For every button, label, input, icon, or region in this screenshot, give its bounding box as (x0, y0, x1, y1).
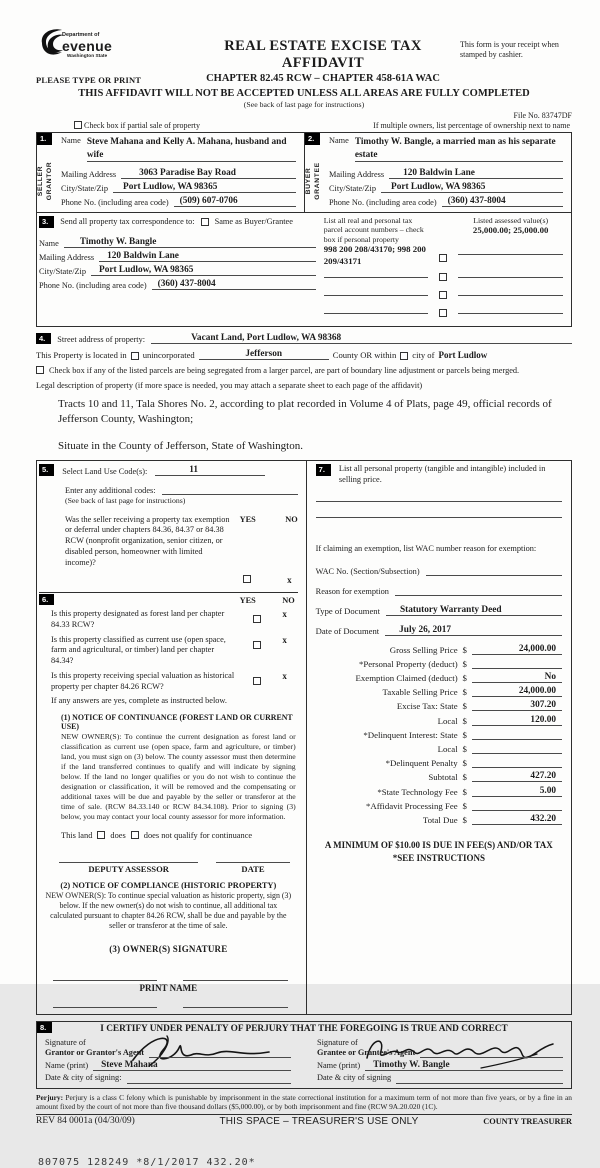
assessed-values-header: Listed assessed value(s) (473, 216, 549, 226)
city-checkbox[interactable] (400, 352, 408, 360)
dollar-sign: $ (462, 644, 467, 655)
excise-state-field[interactable]: 307.20 (472, 700, 562, 711)
personal-property-checkbox-2[interactable] (439, 273, 447, 281)
historical-question-row (51, 671, 298, 693)
fee-row-processing (316, 800, 562, 811)
subtotal-field[interactable]: 427.20 (472, 771, 562, 782)
seller-name-field[interactable]: Steve Mahana and Kelly A. Mahana, husband and wife (87, 136, 296, 162)
dollar-sign: $ (462, 701, 467, 712)
processing-fee-field[interactable] (472, 800, 562, 811)
section-6-badge: 6. (39, 594, 54, 606)
grantor-signature-block (45, 1038, 291, 1084)
perjury-text: Perjury is a class C felony which is punishable by imprisonment in the state correctional institution for a maximum term of not more than five years, or by a fine in an amount fixed by the court of not more than five thousand dollars ($5,000.00), or by both imprisonment and fine (RCW 9A.20.020 (1C). (36, 1092, 572, 1112)
land-use-box (36, 460, 572, 1014)
county-treasurer-label: COUNTY TREASURER (483, 1116, 572, 1126)
fee-row-taxable (316, 686, 562, 697)
logo-dept-text: Department of (62, 32, 100, 38)
grantor-name-field[interactable]: Steve Mahana (93, 1060, 291, 1071)
fee-row-excise-local (316, 715, 562, 726)
fee-row-exemption (316, 672, 562, 683)
dollar-sign: $ (462, 715, 467, 726)
parcel-numbers-header: List all real and personal tax parcel account numbers – check box if personal property (323, 216, 424, 244)
notice-continuance-body: NEW OWNER(S): To continue the current designation as forest land or classification as current use (open space, farm and agriculture, or timber) land, you must sign on (3) below. The county assessor must then determine if the land transferred continues to qualify and will indicate by signing below. If the land no longer qualifies or you do not wish to continue the designation or classification, it will be removed and the compensating or additional taxes will be due and payable by the seller or transferor at the time of sale. (RCW 84.33.140 or RCW 84.34.108). Prior to signing (3) below, you may contact your local county assessor for more information. (61, 731, 296, 821)
seller-phone-label: Phone No. (including area code) (61, 198, 169, 208)
assessed-blank-2[interactable] (458, 267, 563, 278)
seller-section (37, 133, 304, 212)
notice-compliance-title: (2) NOTICE OF COMPLIANCE (HISTORIC PROPERTY) (60, 880, 277, 890)
footer-row (36, 1116, 572, 1127)
yes-header-5: YES (239, 514, 256, 524)
seller-name-label: Name (61, 136, 81, 145)
parties-box (36, 132, 572, 213)
yes-header-6: YES (239, 596, 256, 606)
personal-property-checkbox-4[interactable] (439, 309, 447, 317)
buyer-name-field[interactable]: Timothy W. Bangle, a married man as his separate estate (355, 136, 563, 162)
buyer-mailing-label: Mailing Address (329, 170, 385, 180)
no-header-6: NO (282, 596, 295, 606)
seller-city-field[interactable]: Port Ludlow, WA 98365 (113, 182, 296, 193)
personal-deduct-label: *Personal Property (deduct) (358, 658, 458, 669)
buyer-mailing-field[interactable]: 120 Baldwin Lane (389, 168, 563, 179)
form-subtitle: CHAPTER 82.45 RCW – CHAPTER 458-61A WAC (206, 73, 440, 84)
fee-row-total (316, 814, 562, 825)
deputy-assessor-signature-line[interactable] (59, 862, 198, 863)
buyer-city-label: City/State/Zip (329, 184, 377, 194)
seller-mailing-label: Mailing Address (61, 170, 117, 180)
corr-name-label: Name (39, 238, 59, 248)
logo-state-text: Washington State (66, 54, 108, 59)
historical-no-answer[interactable]: x (282, 670, 287, 681)
owner-signature-line-2[interactable] (183, 980, 287, 981)
segregated-label: Check box if any of the listed parcels are being segregated from a larger parcel, are part of boundary line adjustment or parcels being merged. (49, 366, 520, 376)
deputy-date-line[interactable] (216, 862, 289, 863)
does-not-qualify-checkbox[interactable] (131, 831, 139, 839)
excise-local-field[interactable]: 120.00 (472, 715, 562, 726)
grantee-side-label: GRANTEE (313, 161, 321, 200)
assessed-blank-1[interactable] (458, 244, 563, 255)
wac-number-field[interactable] (426, 575, 562, 576)
receipt-note: This form is your receipt when stamped by cashier. (460, 40, 559, 59)
deputy-assessor-label: DEPUTY ASSESSOR (88, 863, 169, 874)
section-5-badge: 5. (39, 464, 54, 476)
assessed-blank-3[interactable] (458, 285, 563, 296)
header (36, 24, 572, 85)
exemption-claimed-field[interactable]: No (472, 672, 562, 683)
owner-printname-line-1[interactable] (53, 1007, 157, 1008)
fee-row-tech (316, 786, 562, 797)
exemption-no-answer[interactable]: x (287, 574, 292, 585)
treasurer-space-label: THIS SPACE – TREASURER'S USE ONLY (219, 1115, 419, 1127)
does-qualify-checkbox[interactable] (97, 831, 105, 839)
completion-notice: THIS AFFIDAVIT WILL NOT BE ACCEPTED UNLESS ALL AREAS ARE FULLY COMPLETED (78, 88, 530, 99)
assessed-values-field[interactable]: 25,000.00; 25,000.00 (472, 225, 549, 236)
delinq-penalty-label: *Delinquent Penalty (385, 758, 458, 769)
buyer-phone-field[interactable]: (360) 437-8004 (442, 196, 563, 207)
tech-fee-label: *State Technology Fee (377, 786, 458, 797)
grantor-date-city-label: Date & city of signing: (45, 1073, 122, 1083)
section-4-badge: 4. (36, 333, 51, 345)
current-use-question: Is this property classified as current use (open space, farm and agricultural, or timber) land per chapter 84.34? (51, 634, 226, 666)
additional-codes-label: Enter any additional codes: (65, 485, 156, 495)
owner-signature-line-1[interactable] (53, 980, 157, 981)
forest-yes-checkbox[interactable] (253, 615, 261, 623)
corr-phone-label: Phone No. (including area code) (39, 280, 147, 290)
total-due-label: Total Due (422, 814, 458, 825)
legal-description-label: Legal description of property (if more space is needed, you may attach a separate sheet to each page of the affidavit) (36, 381, 423, 391)
grantor-date-city-field[interactable] (127, 1083, 291, 1084)
fee-row-personal (316, 658, 562, 669)
dollar-sign: $ (462, 800, 467, 811)
grantee-date-city-label: Date & city of signing (317, 1073, 392, 1083)
current-use-yes-checkbox[interactable] (253, 641, 261, 649)
this-land-label: This land (61, 830, 93, 840)
corr-city-label: City/State/Zip (39, 266, 87, 276)
grantee-agent-label: Grantee or Grantee's Agent (317, 1047, 416, 1057)
forest-land-question-row (51, 609, 298, 631)
claim-exemption-note: If claiming an exemption, list WAC number reason for exemption: (315, 543, 537, 553)
perjury-note (36, 1093, 572, 1115)
city-of-label: city of (412, 350, 435, 361)
notice-continuance-title: (1) NOTICE OF CONTINUANCE (FOREST LAND OR CURRENT USE) (61, 712, 293, 731)
fee-row-penalty (316, 757, 562, 768)
grantee-name-print-label: Name (print) (317, 1060, 361, 1070)
section-7-column (307, 461, 571, 1013)
does-label: does (110, 830, 126, 840)
corr-mailing-field[interactable]: 120 Baldwin Lane (99, 251, 316, 262)
seller-phone-field[interactable]: (509) 607-0706 (174, 196, 296, 207)
historical-yes-checkbox[interactable] (253, 677, 261, 685)
dollar-sign: $ (462, 744, 467, 755)
personal-property-checkbox-3[interactable] (439, 291, 447, 299)
section-2-badge: 2. (305, 133, 320, 145)
taxable-price-label: Taxable Selling Price (382, 687, 458, 698)
grantor-side-label: GRANTOR (45, 161, 53, 200)
parcel-blank-3[interactable] (324, 285, 429, 296)
corr-phone-field[interactable]: (360) 437-8004 (152, 279, 316, 290)
corr-name-field[interactable]: Timothy W. Bangle (64, 237, 316, 248)
section-1-badge: 1. (37, 133, 52, 145)
grantee-name-field[interactable]: Timothy W. Bangle (365, 1060, 563, 1071)
cashier-stamp: 807075 128249 *8/1/2017 432.20* (38, 1156, 256, 1168)
sections-5-6-column (37, 461, 307, 1013)
section-3-badge: 3. (39, 216, 54, 228)
sig-of-label-2: Signature of (317, 1037, 358, 1047)
doc-type-label: Type of Document (315, 605, 380, 616)
buyer-name-label: Name (329, 136, 349, 145)
fee-row-gross (316, 644, 562, 655)
current-use-no-answer[interactable]: x (282, 634, 287, 645)
personal-deduct-field[interactable] (472, 658, 562, 669)
grantor-signature-line[interactable] (149, 1057, 291, 1058)
corr-mailing-label: Mailing Address (39, 252, 95, 262)
personal-property-blank-1[interactable] (316, 486, 562, 502)
delinq-penalty-field[interactable] (472, 757, 562, 768)
exemption-question: Was the seller receiving a property tax exemption or deferral under chapters 84.36, 84.37 or 84.38 RCW (nonprofit organization, senior citizen, or disabled person, homeowner with limited income)? (65, 514, 230, 567)
forest-land-question: Is this property designated as forest land per chapter 84.33 RCW? (51, 609, 225, 629)
owner-printname-line-2[interactable] (183, 1007, 287, 1008)
county-field[interactable]: Jefferson (199, 349, 329, 360)
dollar-sign: $ (462, 658, 467, 669)
corr-city-field[interactable]: Port Ludlow, WA 98365 (91, 265, 316, 276)
personal-property-blank-2[interactable] (316, 502, 562, 518)
dollar-sign: $ (462, 673, 467, 684)
does-not-label: does not qualify for continuance (143, 830, 253, 840)
assessed-blank-4[interactable] (458, 303, 563, 314)
unincorporated-checkbox[interactable] (131, 352, 139, 360)
send-correspondence-label: Send all property tax correspondence to: (60, 217, 195, 227)
buyer-side-label: BUYER (304, 167, 312, 194)
personal-property-checkbox-1[interactable] (439, 254, 447, 262)
dor-logo (36, 24, 186, 65)
historical-question: Is this property receiving special valuation as historical property per chapter 84.26 RCW? (51, 670, 235, 691)
fee-row-excise-state (316, 700, 562, 711)
grantor-name-print-label: Name (print) (45, 1060, 89, 1070)
total-due-field[interactable]: 432.20 (472, 814, 562, 825)
legal-situate-text[interactable]: Situate in the County of Jefferson, State of Washington. (58, 440, 303, 453)
notice-compliance-body: NEW OWNER(S): To continue special valuation as historic property, sign (3) below. If the new owner(s) do not wish to continue, all additional tax calculated pursuant to chapter 84.26 RCW, shall be due and payable by the seller or transferor at the time of sale. (45, 890, 292, 931)
delinq-interest-state-field[interactable] (472, 729, 562, 740)
taxable-price-field[interactable]: 24,000.00 (472, 686, 562, 697)
buyer-phone-label: Phone No. (including area code) (329, 198, 437, 208)
grantor-agent-label: Grantor or Grantor's Agent (45, 1047, 145, 1057)
gross-price-field[interactable]: 24,000.00 (472, 644, 562, 655)
exemption-claimed-label: Exemption Claimed (deduct) (355, 673, 458, 684)
property-address-section (36, 333, 572, 452)
parcel-blank-4[interactable] (324, 303, 429, 314)
seller-city-label: City/State/Zip (61, 184, 109, 194)
certify-statement: I CERTIFY UNDER PENALTY OF PERJURY THAT THE FOREGOING IS TRUE AND CORRECT (100, 1023, 508, 1034)
instructions-note: (See back of last page for instructions) (243, 100, 365, 109)
fee-row-delinq-local (316, 743, 562, 754)
form-title: REAL ESTATE EXCISE TAX AFFIDAVIT (224, 38, 422, 71)
grantee-signature-line[interactable] (420, 1057, 563, 1058)
partial-sale-label: Check box if partial sale of property (84, 121, 200, 130)
dollar-sign: $ (462, 772, 467, 783)
no-header-5: NO (285, 514, 298, 524)
forest-no-answer[interactable]: x (282, 609, 287, 620)
please-type-note: PLEASE TYPE OR PRINT (36, 75, 142, 85)
tax-correspondence-box (36, 213, 572, 327)
exemption-yes-checkbox[interactable] (243, 575, 251, 583)
buyer-section (304, 133, 571, 212)
additional-codes-field[interactable] (162, 494, 298, 495)
partial-sale-checkbox[interactable] (74, 121, 82, 129)
parcel-numbers-field[interactable]: 998 200 208/43170; 998 200 209/43171 (323, 244, 426, 266)
same-as-buyer-label: Same as Buyer/Grantee (214, 217, 293, 227)
minimum-fee-note: A MINIMUM OF $10.00 IS DUE IN FEE(S) AND/OR TAX (324, 839, 553, 850)
wac-number-label: WAC No. (Section/Subsection) (315, 566, 420, 576)
see-back-note: (See back of last page for instructions) (65, 495, 186, 505)
excise-state-label: Excise Tax: State (396, 701, 458, 712)
dollar-sign: $ (462, 687, 467, 698)
reason-exemption-label: Reason for exemption (315, 586, 389, 596)
current-use-question-row (51, 635, 298, 667)
section-7-badge: 7. (316, 464, 331, 476)
dollar-sign: $ (462, 814, 467, 825)
delinq-interest-local-field[interactable] (472, 743, 562, 754)
dollar-sign: $ (462, 786, 467, 797)
legal-description-text[interactable]: Tracts 10 and 11, Tala Shores No. 2, according to plat recorded in Volume 4 of Plats, page 49, official records of Jefferson County, Washington; (58, 398, 552, 426)
located-in-label: This Property is located in (36, 350, 127, 361)
grantee-signature-block (317, 1038, 563, 1084)
print-name-label: PRINT NAME (139, 982, 198, 993)
seller-side-label: SELLER (36, 165, 44, 196)
parcel-blank-2[interactable] (324, 267, 429, 278)
dollar-sign: $ (462, 729, 467, 740)
deputy-date-label: DATE (241, 863, 265, 874)
segregated-checkbox[interactable] (36, 366, 44, 374)
land-use-label: Select Land Use Code(s): (62, 466, 148, 476)
reason-exemption-field[interactable] (395, 595, 562, 596)
gross-price-label: Gross Selling Price (389, 644, 458, 655)
street-address-label: Street address of property: (57, 335, 146, 345)
tech-fee-field[interactable]: 5.00 (472, 786, 562, 797)
section-8-badge: 8. (37, 1022, 52, 1034)
county-or-label: County OR within (332, 350, 397, 361)
unincorporated-label: unincorporated (142, 350, 195, 361)
form-revision: REV 84 0001a (04/30/09) (36, 1116, 135, 1127)
seller-mailing-field[interactable]: 3063 Paradise Bay Road (121, 168, 296, 179)
processing-fee-label: *Affidavit Processing Fee (365, 800, 458, 811)
logo-revenue-text: evenue (62, 38, 113, 54)
dollar-sign: $ (462, 758, 467, 769)
land-use-code-field[interactable]: 11 (155, 465, 265, 476)
delinq-interest-state-label: *Delinquent Interest: State (363, 729, 458, 740)
fee-row-delinq-state (316, 729, 562, 740)
fee-row-subtotal (316, 771, 562, 782)
delinq-interest-local-label: Local (437, 744, 458, 755)
see-instructions-note: *SEE INSTRUCTIONS (392, 853, 485, 864)
city-field[interactable]: Port Ludlow (438, 350, 488, 361)
certification-box (36, 1021, 572, 1089)
owners-signature-label: (3) OWNER(S) SIGNATURE (109, 943, 228, 954)
doc-date-label: Date of Document (315, 625, 380, 636)
sig-of-label: Signature of (45, 1037, 86, 1047)
doc-date-field[interactable]: July 26, 2017 (385, 625, 562, 636)
same-as-buyer-checkbox[interactable] (201, 218, 209, 226)
if-yes-note: If any answers are yes, complete as instructed below. (51, 695, 227, 705)
doc-type-field[interactable]: Statutory Warranty Deed (386, 605, 562, 616)
personal-property-label: List all personal property (tangible and intangible) included in selling price. (338, 464, 546, 484)
street-address-field[interactable]: Vacant Land, Port Ludlow, WA 98368 (151, 333, 572, 344)
buyer-city-field[interactable]: Port Ludlow, WA 98365 (381, 182, 563, 193)
file-number: File No. 83747DF (513, 111, 572, 120)
subtotal-label: Subtotal (428, 772, 458, 783)
multiple-owners-note: If multiple owners, list percentage of ownership next to name (373, 121, 570, 130)
grantee-date-city-field[interactable] (396, 1083, 563, 1084)
excise-local-label: Local (437, 715, 458, 726)
perjury-label: Perjury: (36, 1092, 64, 1102)
